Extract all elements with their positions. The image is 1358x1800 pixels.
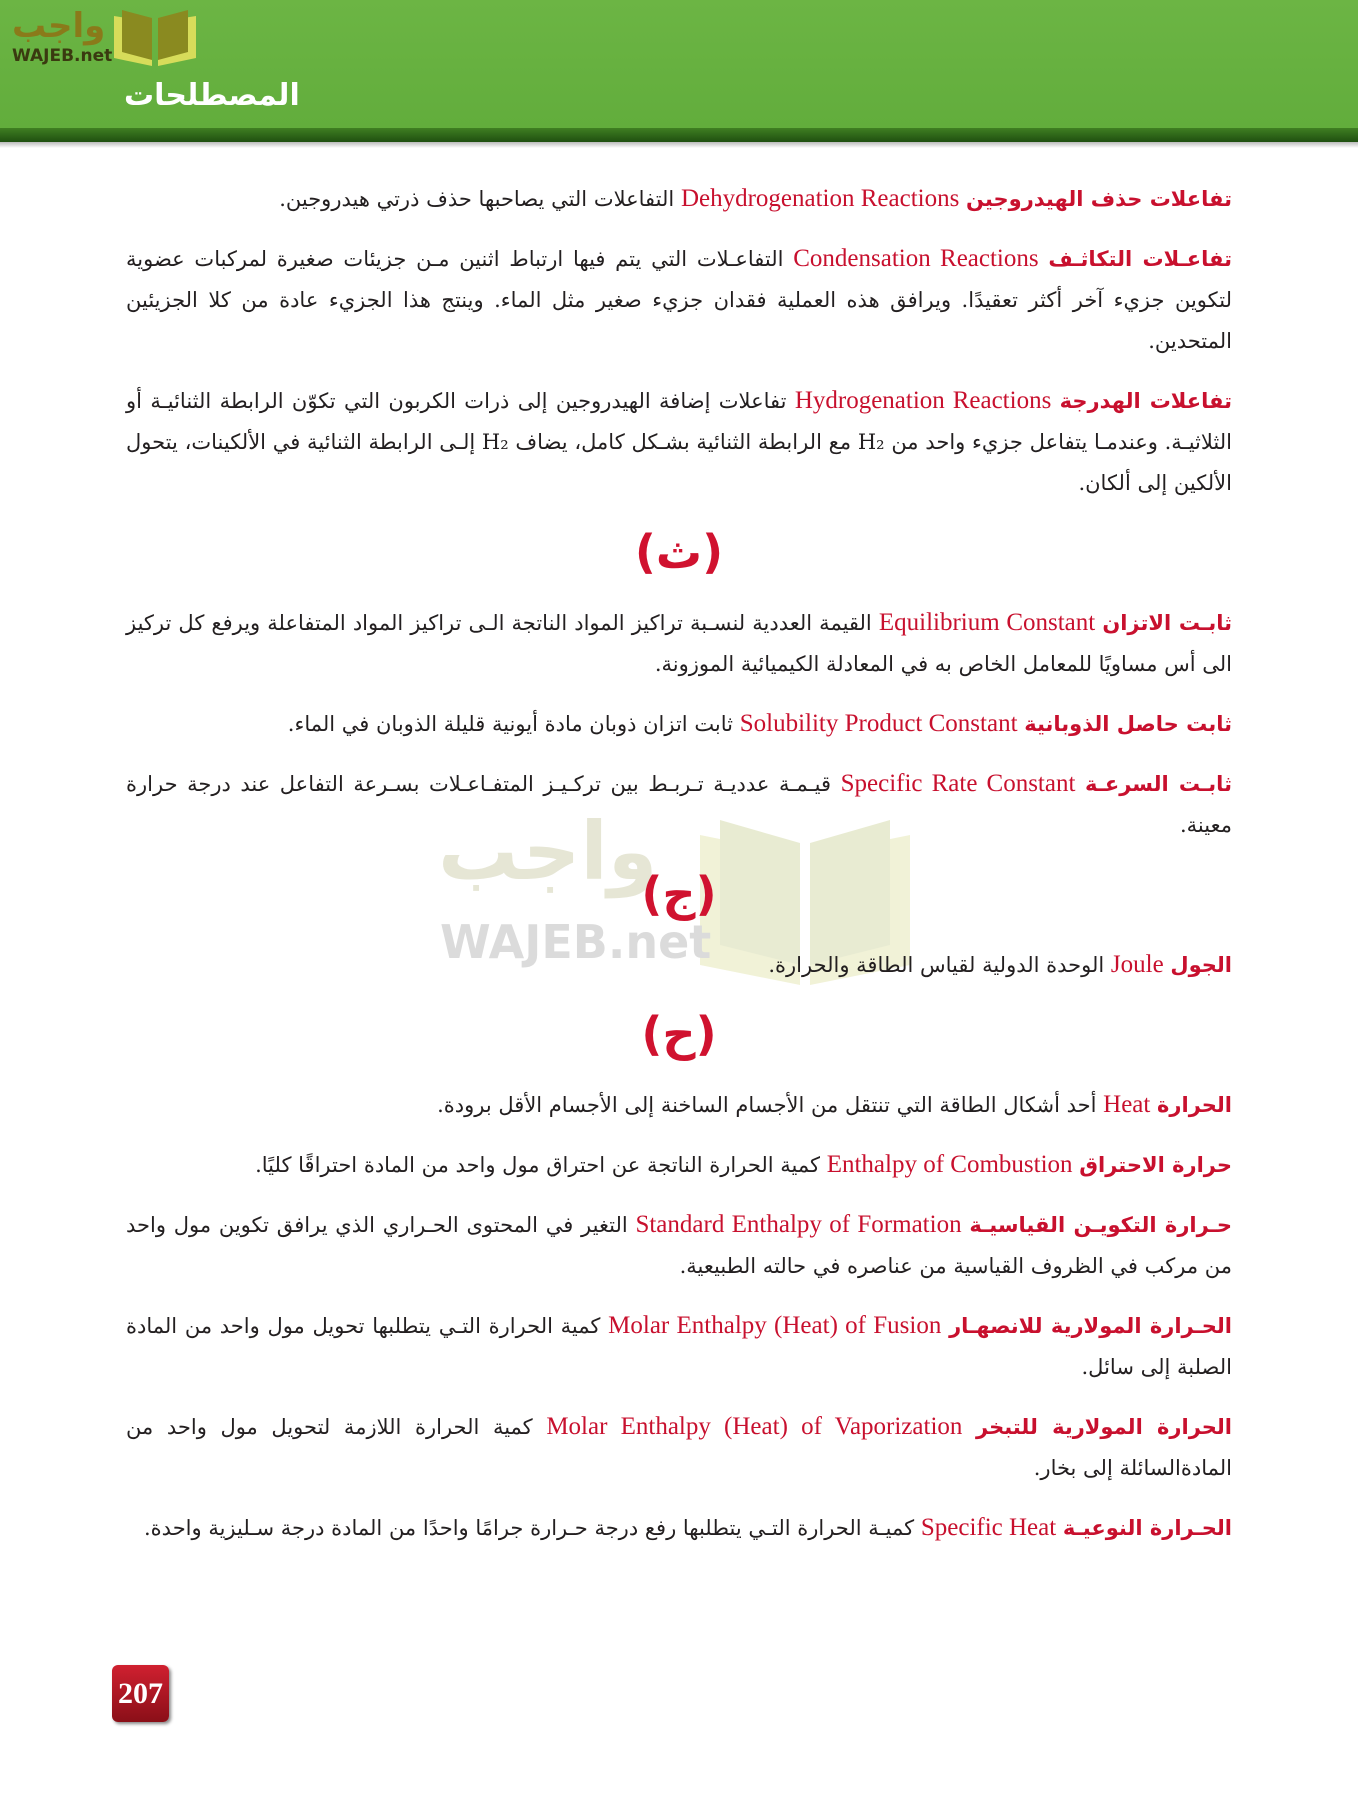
glossary-entry [126, 380, 1232, 504]
glossary-term: ثابت حاصل الذوبانية [1024, 712, 1232, 736]
english-term: Molar Enthalpy (Heat) of Fusion [608, 1312, 942, 1339]
glossary-term: حرارة الاحتراق [1079, 1153, 1232, 1177]
glossary-entry [126, 703, 1232, 745]
term-definition: كمية الحرارة التـي يتطلبها تحويل مول واحد من المادة الصلبة إلى سائل. [126, 1314, 1232, 1379]
glossary-content [126, 178, 1232, 1567]
term-definition: كمية الحرارة الناتجة عن احتراق مول واحد من المادة احتراقًا كليًا. [255, 1153, 821, 1177]
glossary-term: الحرارة المولارية للتبخر [976, 1415, 1232, 1439]
watermark-arabic: واجب [438, 805, 658, 898]
term-definition: كميـة الحرارة التـي يتطلبها رفع درجة حـرارة جرامًا واحدًا من المادة درجة سـليزية واحدة. [144, 1516, 915, 1540]
english-term: Condensation Reactions [793, 245, 1039, 272]
term-definition: الوحدة الدولية لقياس الطاقة والحرارة. [768, 953, 1105, 977]
page-number: 207 [112, 1665, 169, 1722]
glossary-entry [126, 238, 1232, 362]
page-title: المصطلحات [124, 78, 300, 113]
glossary-entry [126, 178, 1232, 220]
glossary-entry [126, 1507, 1232, 1549]
english-term: Dehydrogenation Reactions [680, 185, 960, 212]
glossary-term: تفاعـلات التكاثـف [1048, 247, 1233, 271]
glossary-term: حـرارة التكويـن القياسيـة [969, 1213, 1232, 1237]
section-letter-heading: (ث) [634, 525, 724, 579]
term-definition: التفاعـلات التي يتم فيها ارتباط اثنين مـن جزيئات صغيرة لمركبات عضوية لتكوين جزيء آخر أكثر تعقيدًا. ويرافق هذه العملية فقدان جزيء صغير مثل الماء. وينتج هذا الجزيء عادة من كلا الجزيئين المتحدين. [126, 247, 1232, 353]
glossary-entry [126, 1204, 1232, 1287]
english-term: Specific Heat [920, 1514, 1057, 1541]
term-definition: ثابت اتزان ذوبان مادة أيونية قليلة الذوبان في الماء. [287, 712, 734, 736]
glossary-term: تفاعلات الهدرجة [1059, 389, 1232, 413]
english-term: Heat [1103, 1091, 1151, 1118]
glossary-term: الحـرارة النوعيـة [1062, 1516, 1232, 1540]
book-icon [110, 6, 200, 68]
glossary-term: الحـرارة المولارية للانصهـار [949, 1314, 1232, 1338]
english-term: Standard Enthalpy of Formation [635, 1211, 962, 1238]
page-header [0, 0, 1358, 128]
glossary-term: الجول [1170, 953, 1232, 977]
logo-english-text: WAJEB.net [12, 46, 113, 66]
english-term: Solubility Product Constant [739, 710, 1018, 737]
header-divider [0, 128, 1358, 142]
term-definition: تفاعلات إضافة الهيدروجين إلى ذرات الكربون التي تكوّن الرابطة الثنائيـة أو الثلاثيـة. وعندمـا يتفاعل جزيء واحد من H₂ مع الرابطة الثنائية بشـكل كامل، يضاف H₂ إلـى الرابطة الثنائية في الألكينات، يتحول الألكين إلى ألكان. [126, 389, 1232, 495]
term-definition: التغير في المحتوى الحـراري الذي يرافق تكوين مول واحد من مركب في الظروف القياسية من عناصره في حالته الطبيعية. [126, 1213, 1232, 1278]
english-term: Specific Rate Constant [840, 770, 1076, 797]
glossary-term: ثابـت الاتزان [1102, 611, 1232, 635]
glossary-entry [126, 1144, 1232, 1186]
glossary-entry [126, 1305, 1232, 1388]
term-definition: قيـمـة عدديـة تـربـط بين تركـيـز المتفـاعـلات بسـرعة التفاعل عند درجة حرارة معينة. [126, 772, 1232, 837]
logo-arabic-text: واجب [12, 6, 106, 46]
english-term: Enthalpy of Combustion [826, 1151, 1073, 1178]
glossary-entry [126, 763, 1232, 846]
glossary-term: الحرارة [1157, 1093, 1232, 1117]
term-definition: التفاعلات التي يصاحبها حذف ذرتي هيدروجين. [279, 187, 675, 211]
section-letter-heading: (ج) [641, 867, 717, 921]
english-term: Molar Enthalpy (Heat) of Vaporization [546, 1413, 963, 1440]
glossary-entry [126, 602, 1232, 685]
glossary-term: تفاعلات حذف الهيدروجين [966, 187, 1232, 211]
watermark-english: WAJEB.net [440, 915, 712, 969]
glossary-term: ثابـت السرعـة [1084, 772, 1232, 796]
wajeb-logo [10, 6, 195, 68]
glossary-entry [126, 1084, 1232, 1126]
english-term: Joule [1110, 951, 1164, 978]
glossary-entry [126, 1406, 1232, 1489]
header-shadow [0, 142, 1358, 148]
term-definition: كمية الحرارة اللازمة لتحويل مول واحد من المادةالسائلة إلى بخار. [126, 1415, 1232, 1480]
english-term: Equilibrium Constant [878, 609, 1096, 636]
term-definition: أحد أشكال الطاقة التي تنتقل من الأجسام الساخنة إلى الأجسام الأقل برودة. [437, 1093, 1097, 1117]
english-term: Hydrogenation Reactions [794, 387, 1052, 414]
section-letter-heading: (ح) [641, 1007, 717, 1061]
term-definition: القيمة العددية لنسـبة تراكيز المواد الناتجة الـى تراكيز المواد المتفاعلة ويرفع كل تركيز الى أس مساويًا للمعامل الخاص به في المعادلة الكيميائية الموزونة. [126, 611, 1232, 676]
glossary-entry [126, 944, 1232, 986]
